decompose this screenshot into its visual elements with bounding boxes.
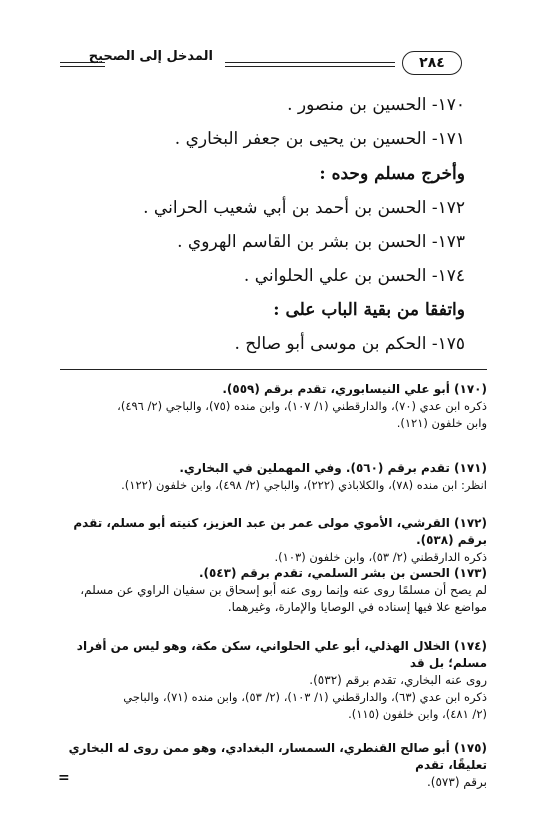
footnote-175 <box>59 740 487 791</box>
page-number: ٢٨٤ <box>402 51 462 75</box>
footnote-line: ذكره ابن عدي (٧٠)، والدارقطني (١/ ١٠٧)، وابن منده (٧٥)، والباجي (٢/ ٤٩٦)، <box>117 399 487 413</box>
footnote-174 <box>59 638 487 723</box>
footnote-line: ذكره ابن عدي (٦٣)، والدارقطني (١/ ١٠٣)، (٢/ ٥٣)، وابن منده (٧١)، والباجي <box>123 690 487 704</box>
running-header-title: المدخل إلى الصحيح <box>88 49 213 64</box>
header-rule-middle <box>225 62 395 63</box>
body-line: ١٧٣- الحسن بن بشر بن القاسم الهروي . <box>177 232 465 252</box>
footnote-line: (١٧١) تقدم برقم (٥٦٠). وفي المهملين في البخاري. <box>179 461 487 475</box>
footnote-170 <box>59 381 487 432</box>
footnote-line: برقم (٥٧٣). <box>426 775 487 789</box>
footnote-line: (١٧٢) القرشي، الأموي مولى عمر بن عبد العزيز، كنيته أبو مسلم، تقدم برقم (٥٣٨). <box>73 516 487 547</box>
footnote-line: (١٧٠) أبو علي النيسابوري، تقدم برقم (٥٥٩). <box>222 382 487 396</box>
footnote-line: روى عنه البخاري، تقدم برقم (٥٣٢). <box>309 673 487 687</box>
footnote-line: (٢/ ٤٨١)، وابن خلفون (١١٥). <box>348 707 487 721</box>
body-line: ١٧٢- الحسن بن أحمد بن أبي شعيب الحراني . <box>143 198 465 218</box>
section-heading: وأخرج مسلم وحده : <box>319 164 465 184</box>
footnote-172 <box>59 515 487 566</box>
footnote-171 <box>59 460 487 494</box>
footnote-line: (١٧٣) الحسن بن بشر السلمي، تقدم برقم (٥٤٣). <box>198 566 487 580</box>
continuation-mark: = <box>58 770 70 786</box>
header-rule-left <box>60 66 105 67</box>
body-line: ١٧٥- الحكم بن موسى أبو صالح . <box>234 334 465 354</box>
footnote-line: انظر: ابن منده (٧٨)، والكلاباذي (٢٢٢)، والباجي (٢/ ٤٩٨)، وابن خلفون (١٢٢). <box>121 478 487 492</box>
footnote-line: وابن خلفون (١٢١). <box>396 416 487 430</box>
footnote-separator <box>60 369 487 370</box>
footnote-line: (١٧٤) الخلال الهذلي، أبو علي الحلواني، سكن مكة، وهو ليس من أفراد مسلم؛ بل قد <box>76 639 487 670</box>
section-heading: واتفقا من بقية الباب على : <box>273 300 465 320</box>
body-line: ١٧١- الحسين بن يحيى بن جعفر البخاري . <box>174 129 465 149</box>
footnote-173 <box>59 565 487 616</box>
footnote-line: (١٧٥) أبو صالح القنطري، السمسار، البغدادي، وهو ممن روى له البخاري تعليقًا، تقدم <box>68 741 487 772</box>
footnote-line: لم يصح أن مسلمًا روى عنه وإنما روى عنه أبو إسحاق بن سفيان الراوي عن مسلم، <box>80 583 487 597</box>
body-line: ١٧٤- الحسن بن علي الحلواني . <box>243 266 465 286</box>
body-line: ١٧٠- الحسين بن منصور . <box>287 95 465 115</box>
footnote-line: ذكره الدارقطني (٢/ ٥٣)، وابن خلفون (١٠٣). <box>274 550 487 564</box>
footnote-line: مواضع علا فيها إسناده في الوصايا والإمارة، وغيرهما. <box>227 600 487 614</box>
header-rule-middle <box>225 66 395 67</box>
